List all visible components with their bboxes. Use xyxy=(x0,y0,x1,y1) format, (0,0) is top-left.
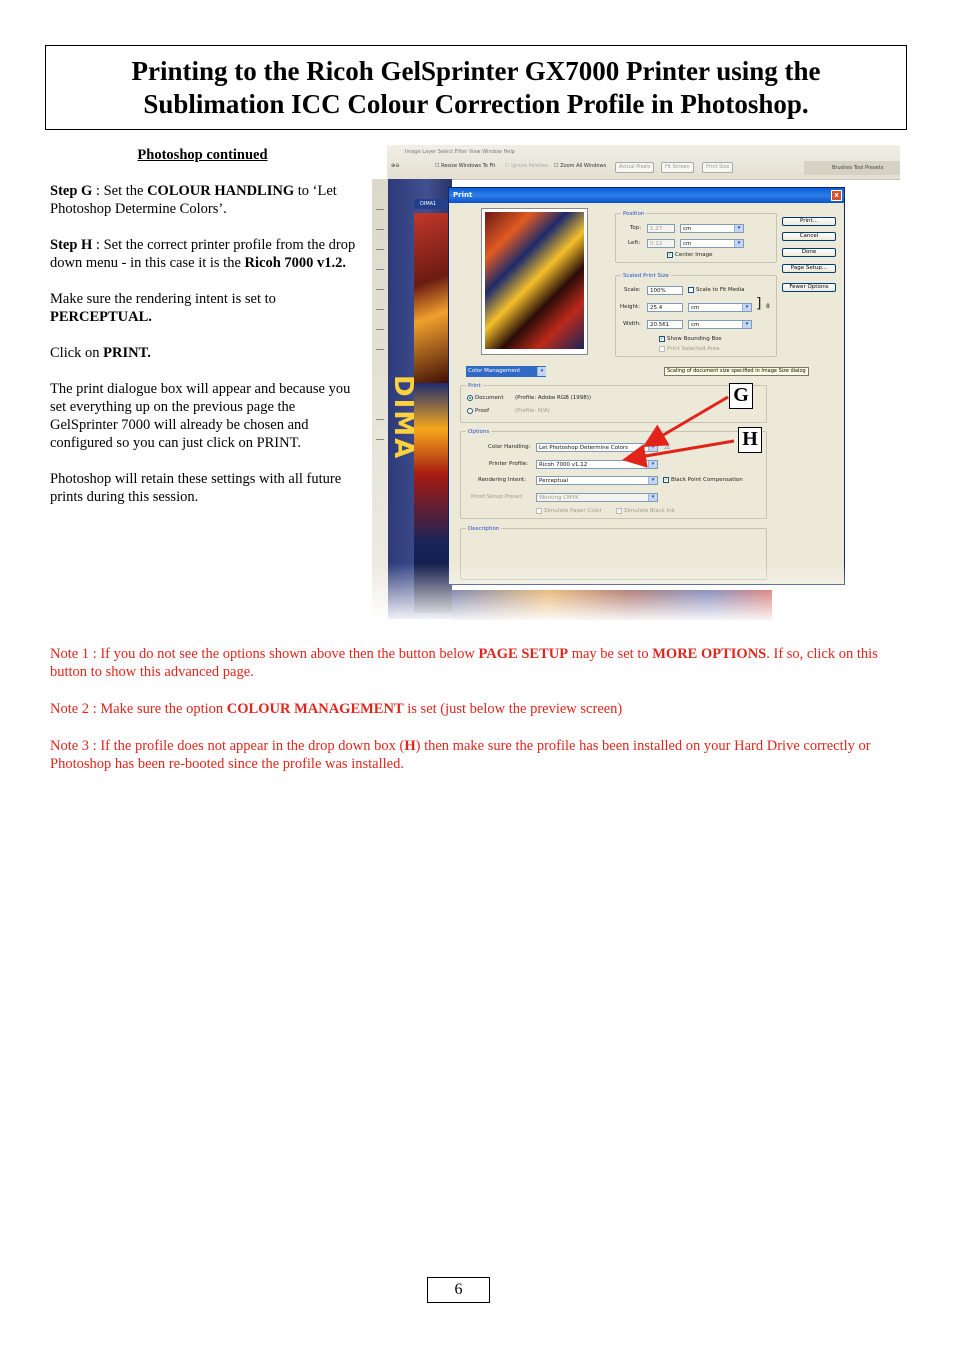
chevron-down-icon: ▾ xyxy=(648,461,657,468)
note-1 xyxy=(50,645,910,681)
height-unit-value: cm xyxy=(691,305,700,311)
note-2-bold-1: COLOUR MANAGEMENT xyxy=(226,701,404,717)
options-group-label: Options xyxy=(468,429,490,435)
ignore-palettes-label: Ignore Palettes xyxy=(511,163,549,169)
print-selected-area-label: Print Selected Area xyxy=(667,346,720,352)
width-input[interactable]: 20.561 xyxy=(647,320,683,329)
note-2-text-1: Note 2 : Make sure the option xyxy=(50,701,227,717)
marker-h: H xyxy=(738,427,762,453)
proof-setup-label: Proof Setup Preset: xyxy=(471,494,524,500)
print-source-label: Print xyxy=(468,383,481,389)
click-text: Click on xyxy=(50,345,104,361)
note-1-text-1: Note 1 : If you do not see the options shown above then the button below xyxy=(50,646,479,662)
warning-icon: ⚠ xyxy=(664,443,671,451)
color-handling-label: Color Handling: xyxy=(488,444,531,450)
width-label: Width: xyxy=(623,321,641,327)
left-input[interactable]: 0.12 xyxy=(647,239,675,248)
printer-profile-label: Printer Profile: xyxy=(489,461,528,467)
resize-windows-label: Resize Windows To Fit xyxy=(441,163,496,169)
scaled-print-size-label: Scaled Print Size xyxy=(623,273,669,279)
proof-profile-label: (Profile: N/A) xyxy=(515,408,550,414)
marker-g: G xyxy=(729,383,753,409)
zoom-all-checkbox[interactable]: ☐ Zoom All Windows xyxy=(554,163,607,169)
rendering-intent-label: Rendering Intent: xyxy=(478,477,526,483)
rendering-paragraph xyxy=(50,290,360,326)
fit-screen-button[interactable]: Fit Screen xyxy=(661,162,694,173)
position-group-label: Position xyxy=(623,211,645,217)
scaling-tooltip: Scaling of document size specified in Image Size dialog xyxy=(664,367,809,376)
print-dialog-title: Print xyxy=(453,191,473,199)
note-3-text-2: ) then make sure the profile has been installed on your Hard Drive correctly or Photoshop has been re-booted since the profile was installed. xyxy=(50,738,871,772)
fewer-options-button[interactable]: Fewer Options xyxy=(782,283,836,292)
ignore-palettes-checkbox[interactable]: ☐ Ignore Palettes xyxy=(505,163,549,169)
chain-link-icon: 8 xyxy=(766,303,770,310)
close-icon[interactable]: x xyxy=(831,190,842,201)
photoshop-menu-bar[interactable]: Image Layer Select Filter View Window Help xyxy=(405,149,515,155)
simulate-paper-label: Simulate Paper Color xyxy=(544,508,602,514)
step-h-label: Step H xyxy=(50,237,93,253)
note-3-bold-1: H xyxy=(404,738,416,754)
instructions-column xyxy=(50,146,360,524)
click-bold: PRINT. xyxy=(103,345,151,361)
height-input[interactable]: 25.4 xyxy=(647,303,683,312)
printer-profile-value: Ricoh 7000 v1.12 xyxy=(539,462,588,468)
arrow-to-color-handling xyxy=(648,397,728,444)
black-point-checkbox[interactable]: ✓ xyxy=(664,477,669,483)
note-2 xyxy=(50,700,910,718)
note-1-text-3: . If so, click on this button to show this advanced page. xyxy=(50,646,878,680)
chevron-down-icon: ▾ xyxy=(648,477,657,484)
chevron-down-icon: ▾ xyxy=(648,494,657,501)
step-g-text-1: : Set the xyxy=(92,183,148,199)
chevron-down-icon: ▾ xyxy=(648,444,657,451)
center-image-label: Center Image xyxy=(675,252,713,258)
step-g-bold: COLOUR HANDLING xyxy=(147,183,295,199)
cancel-button[interactable]: Cancel xyxy=(782,232,836,241)
section-heading: Photoshop continued xyxy=(137,147,268,163)
link-bracket-icon[interactable]: ] xyxy=(756,296,762,312)
color-handling-value: Let Photoshop Determine Colors xyxy=(539,445,628,451)
actual-pixels-button[interactable]: Actual Pixels xyxy=(615,162,654,173)
proof-radio-label: Proof xyxy=(475,408,490,414)
rendering-bold: PERCEPTUAL. xyxy=(50,309,152,325)
note-1-bold-2: MORE OPTIONS xyxy=(652,646,767,662)
rendering-text: Make sure the rendering intent is set to xyxy=(50,291,276,307)
chevron-down-icon: ▾ xyxy=(734,225,743,232)
height-label: Height: xyxy=(620,304,641,310)
page-setup-button[interactable]: Page Setup... xyxy=(782,264,836,273)
step-g-label: Step G xyxy=(50,183,93,199)
step-h-bold: Ricoh 7000 v1.2. xyxy=(244,255,347,271)
note-3 xyxy=(50,737,910,773)
palette-tabs[interactable]: Brushes Tool Presets xyxy=(804,161,900,175)
annotation-arrows xyxy=(372,145,900,623)
chevron-down-icon: ▾ xyxy=(742,321,751,328)
width-unit-value: cm xyxy=(691,322,700,328)
top-unit-value: cm xyxy=(683,226,692,232)
title-box xyxy=(45,45,907,130)
center-image-checkbox[interactable]: ✓ xyxy=(668,252,673,258)
rendering-intent-value: Perceptual xyxy=(539,478,569,484)
document-profile-label: (Profile: Adobe RGB (1998)) xyxy=(515,395,592,401)
done-button[interactable]: Done xyxy=(782,248,836,257)
top-label: Top: xyxy=(630,225,642,231)
print-button[interactable]: Print... xyxy=(782,217,836,226)
scale-label: Scale: xyxy=(624,287,641,293)
chevron-down-icon: ▾ xyxy=(742,304,751,311)
zoom-all-label: Zoom All Windows xyxy=(560,163,607,169)
page-title-line-2: Sublimation ICC Colour Correction Profile in Photoshop. xyxy=(143,88,809,119)
black-point-label: Black Point Compensation xyxy=(671,477,743,483)
document-artwork-lettering: DIMA xyxy=(388,375,418,461)
left-unit-value: cm xyxy=(683,241,692,247)
simulate-black-checkbox[interactable]: ✓ xyxy=(617,508,622,514)
note-2-text-2: is set (just below the preview screen) xyxy=(403,701,623,717)
notes-section xyxy=(50,645,910,792)
chevron-down-icon: ▾ xyxy=(734,240,743,247)
page-title-line-1: Printing to the Ricoh GelSprinter GX7000 Printer using the xyxy=(131,55,821,86)
zoom-tool-icon[interactable]: ⊕⊖ xyxy=(391,163,400,169)
description-group-label: Description xyxy=(468,526,500,532)
scale-input[interactable]: 100% xyxy=(647,286,683,295)
resize-windows-checkbox[interactable]: ☐ Resize Windows To Fit xyxy=(435,163,496,169)
chevron-down-icon: ▾ xyxy=(537,367,546,376)
left-label: Left: xyxy=(628,240,641,246)
document-radio-label: Document xyxy=(475,395,504,401)
print-size-button[interactable]: Print Size xyxy=(702,162,733,173)
page-number: 6 xyxy=(427,1277,490,1303)
step-g-text-2: to ‘Let Photoshop Determine Colors’. xyxy=(50,183,337,217)
top-input[interactable]: 1.27 xyxy=(647,224,675,233)
click-paragraph xyxy=(50,344,360,362)
show-bounding-box-label: Show Bounding Box xyxy=(667,336,722,342)
document-tab[interactable]: DIMA1 xyxy=(414,199,460,209)
note-1-text-2: may be set to xyxy=(568,646,653,662)
proof-setup-value: Working CMYK xyxy=(539,495,579,501)
note-1-bold-1: PAGE SETUP xyxy=(478,646,569,662)
step-h-paragraph xyxy=(50,236,360,272)
scale-to-fit-label: Scale to Fit Media xyxy=(696,287,745,293)
step-g-paragraph xyxy=(50,182,360,218)
screenshot-fade xyxy=(372,563,900,623)
show-bounding-box-checkbox[interactable]: ✓ xyxy=(660,336,665,342)
simulate-black-label: Simulate Black Ink xyxy=(624,508,675,514)
color-management-value: Color Management xyxy=(468,368,521,374)
note-3-text-1: Note 3 : If the profile does not appear in the drop down box ( xyxy=(50,738,405,754)
dialogue-paragraph: The print dialogue box will appear and because you set everything up on the previous page the GelSprinter 7000 will already be chosen and configured so you can just click on PRINT. xyxy=(50,381,351,451)
arrow-to-printer-profile xyxy=(628,441,734,459)
photoshop-screenshot xyxy=(372,145,900,623)
step-h-text-1: : Set the correct printer profile from the drop down menu - in this case it is the xyxy=(50,237,356,271)
retain-paragraph: Photoshop will retain these settings with all future prints during this session. xyxy=(50,471,342,505)
